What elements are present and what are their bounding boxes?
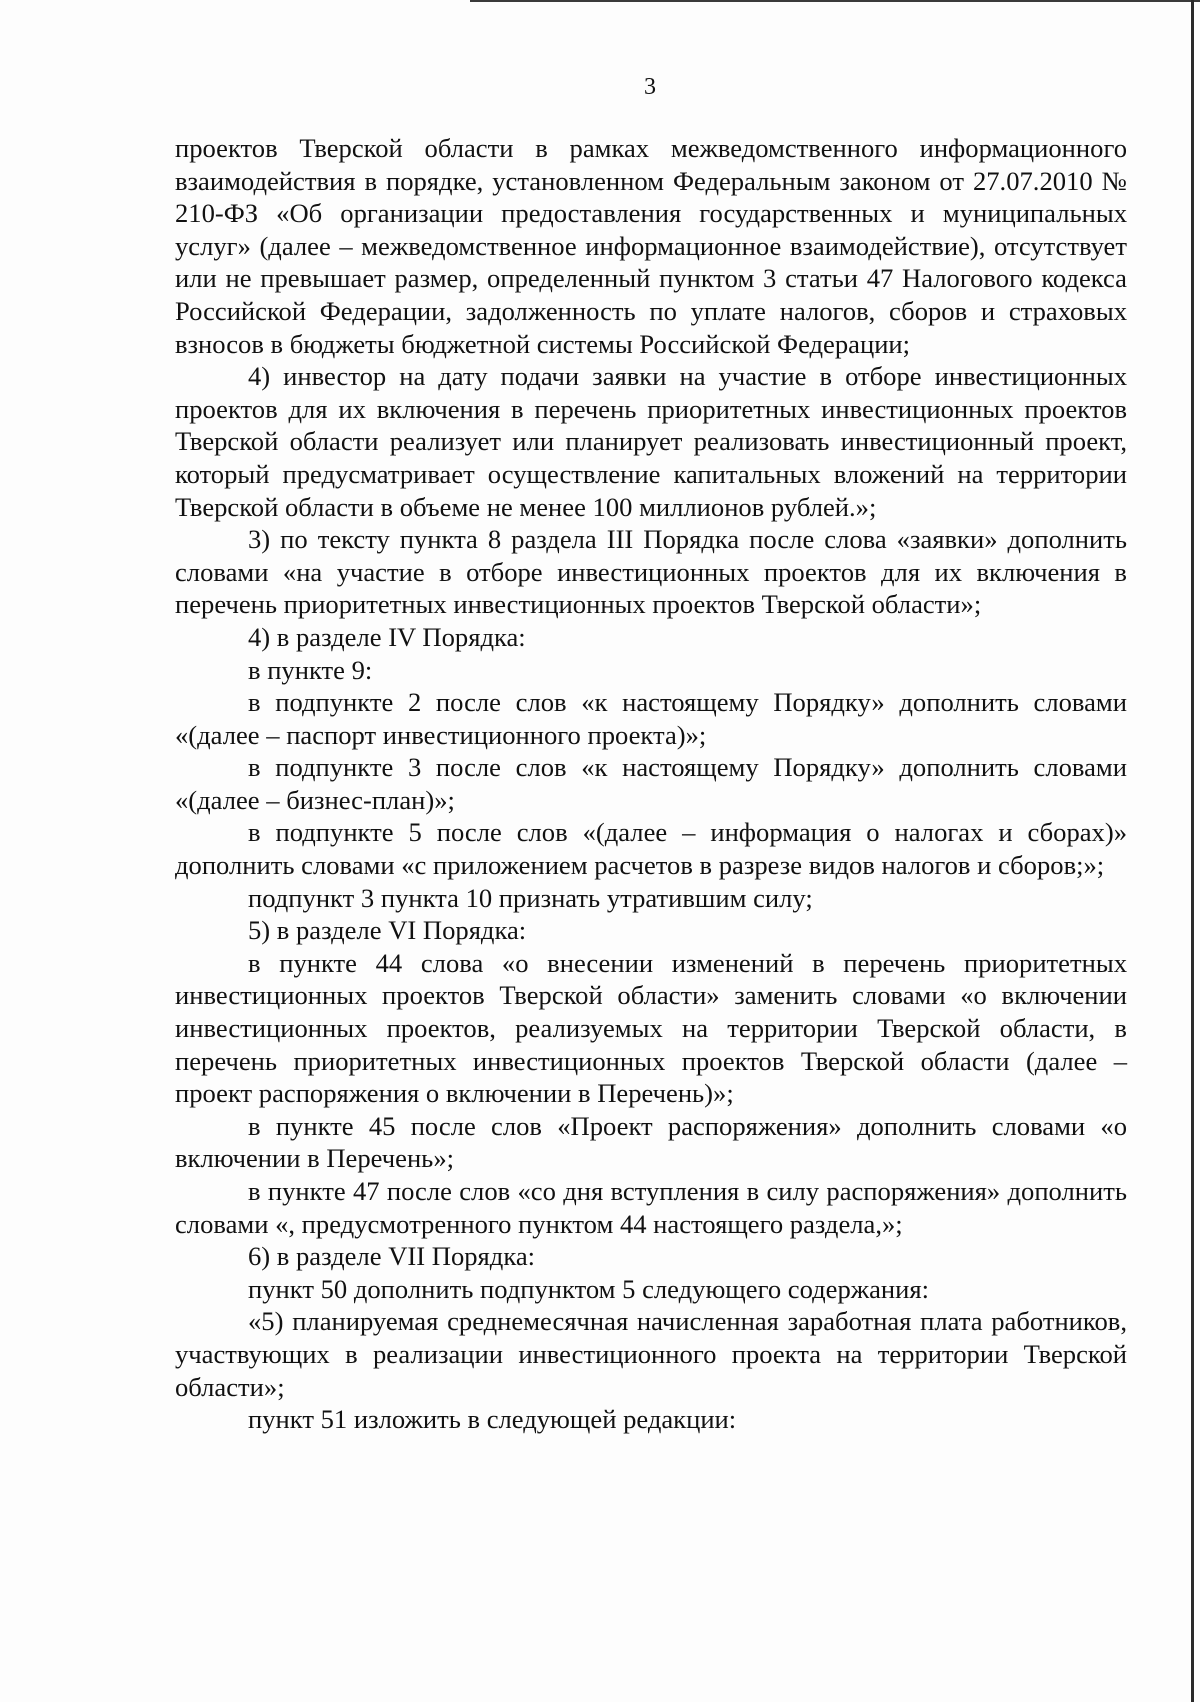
paragraph-point-9: в пункте 9: [248,654,373,685]
paragraph-item-4-investor: 4) инвестор на дату подачи заявки на участие в отборе инвестиционных проектов для их включения в перечень приоритетных инвестиционных проектов Тверской области реализует или планирует реализовать инвестиционный проект, который предусматривает осуществление капитальных вложений на территории Тверской области в объеме не менее 100 миллионов рублей.»; [175,361,1127,522]
paragraph-point-45: в пункте 45 после слов «Проект распоряжения» дополнить словами «о включении в Перечень»; [175,1110,1127,1174]
paragraph-item-4-section-iv: 4) в разделе IV Порядка: [248,621,526,652]
paragraph-subpoint-5: в подпункте 5 после слов «(далее – информация о налогах и сборах)» дополнить словами «с приложением расчетов в разрезе видов налогов и сборов;»; [175,817,1127,881]
paragraph-item-6-section-vii: 6) в разделе VII Порядка: [248,1241,536,1272]
paragraph-point-47: в пункте 47 после слов «со дня вступления в силу распоряжения» дополнить словами «, предусмотренного пунктом 44 настоящего раздела,»; [175,1176,1127,1239]
paragraph-point-51: пункт 51 изложить в следующей редакции: [248,1404,737,1435]
paragraph-point-10-repeal: подпункт 3 пункта 10 признать утратившим силу; [248,882,813,913]
paragraph-subpoint-2: в подпункте 2 после слов «к настоящему Порядку» дополнить словами «(далее – паспорт инвестиционного проекта)»; [175,687,1127,750]
paragraph-item-5-section-vi: 5) в разделе VI Порядка: [248,915,527,946]
document-body [175,132,1127,1436]
page-number: 3 [644,74,656,100]
paragraph-continuation: проектов Тверской области в рамках межведомственного информационного взаимодействия в порядке, установленном Федеральным законом от 27.07.2010 № 210-ФЗ «Об организации предоставления государственных и муниципальных услуг» (далее – межведомственное информационное взаимодействие), отсутствует или не превышает размер, определенный пунктом 3 статьи 47 Налогового кодекса Российской Федерации, задолженность по уплате налогов, сборов и страховых взносов в бюджеты бюджетной системы Российской Федерации; [175,133,1127,359]
paragraph-subpoint-3: в подпункте 3 после слов «к настоящему Порядку» дополнить словами «(далее – бизнес-план)»; [175,752,1127,815]
paragraph-point-50: пункт 50 дополнить подпунктом 5 следующего содержания: [248,1273,930,1304]
paragraph-subpoint-5-salary: «5) планируемая среднемесячная начисленная заработная плата работников, участвующих в реализации инвестиционного проекта на территории Тверской области»; [175,1306,1127,1402]
paragraph-point-44: в пункте 44 слова «о внесении изменений в перечень приоритетных инвестиционных проектов Тверской области» заменить словами «о включении инвестиционных проектов, реализуемых на территории Тверской области, в перечень приоритетных инвестиционных проектов Тверской области (далее – проект распоряжения о включении в Перечень)»; [175,947,1127,1109]
scan-edge-top [470,0,1200,2]
paragraph-item-3-section-iii: 3) по тексту пункта 8 раздела III Порядка после слова «заявки» дополнить словами «на участие в отборе инвестиционных проектов для их включения в перечень приоритетных инвестиционных проектов Тверской области»; [175,524,1127,620]
scan-edge-right [1191,0,1194,1702]
